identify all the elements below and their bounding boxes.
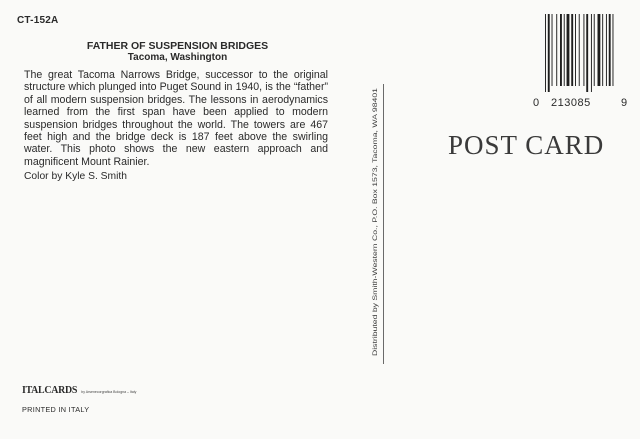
barcode-bar bbox=[606, 14, 607, 86]
barcode-bar bbox=[552, 14, 553, 86]
photo-credit: Color by Kyle S. Smith bbox=[24, 171, 128, 182]
card-code: CT-152A bbox=[17, 15, 59, 26]
postcard-label: POST CARD bbox=[448, 130, 605, 160]
barcode-bar bbox=[594, 14, 595, 86]
printed-in-label: PRINTED IN ITALY bbox=[22, 405, 90, 414]
barcode-bar bbox=[545, 14, 546, 92]
barcode-bar bbox=[583, 14, 584, 86]
barcode-bar bbox=[564, 14, 565, 86]
barcode-bar bbox=[567, 14, 570, 86]
barcode-bar bbox=[586, 14, 588, 92]
publisher-logo-text: ITALCARDS bbox=[22, 384, 78, 396]
card-subtitle: Tacoma, Washington bbox=[127, 52, 228, 63]
barcode-bar bbox=[602, 14, 603, 86]
card-title: FATHER OF SUSPENSION BRIDGES bbox=[86, 40, 269, 52]
card-description: The great Tacoma Narrows Bridge, successor to the original structure which plunged into Puget Sound in 1940, is the “father” of all modern suspension bridges. The lessons in aerodynamics learned from the first span have been applied to modern suspension bridges throughout the world. The towers are 467 feet high and the bridge deck is 187 feet above the swirling water. This photo shows the new eastern approach and magnificent Mount Rainier. bbox=[24, 69, 328, 168]
barcode-bar bbox=[560, 14, 562, 86]
barcode-bar bbox=[591, 14, 592, 92]
publisher-logo-subtext: by Arsenecorgrafica Bologna – Italy bbox=[81, 390, 137, 394]
distributor-svg bbox=[372, 84, 388, 364]
barcode-bar bbox=[609, 14, 611, 86]
barcode-bar bbox=[575, 14, 576, 86]
barcode-bar bbox=[571, 14, 573, 86]
publisher-logo bbox=[22, 384, 136, 396]
barcode-bar bbox=[548, 14, 550, 92]
barcode-middle-digits: 213085 bbox=[551, 97, 591, 109]
barcode-bar bbox=[579, 14, 580, 86]
distributor-text: Distributed by Smith-Western Co., P.O. Box 1573, Tacoma, WA 98401 bbox=[372, 164, 379, 356]
distributor-text-wrapper bbox=[372, 84, 388, 364]
barcode-left-digit: 0 bbox=[533, 97, 540, 109]
barcode-bar bbox=[556, 14, 557, 86]
barcode-right-digit: 9 bbox=[621, 97, 628, 109]
barcode bbox=[545, 14, 615, 92]
barcode-bar bbox=[598, 14, 601, 86]
barcode-bar bbox=[613, 14, 614, 86]
